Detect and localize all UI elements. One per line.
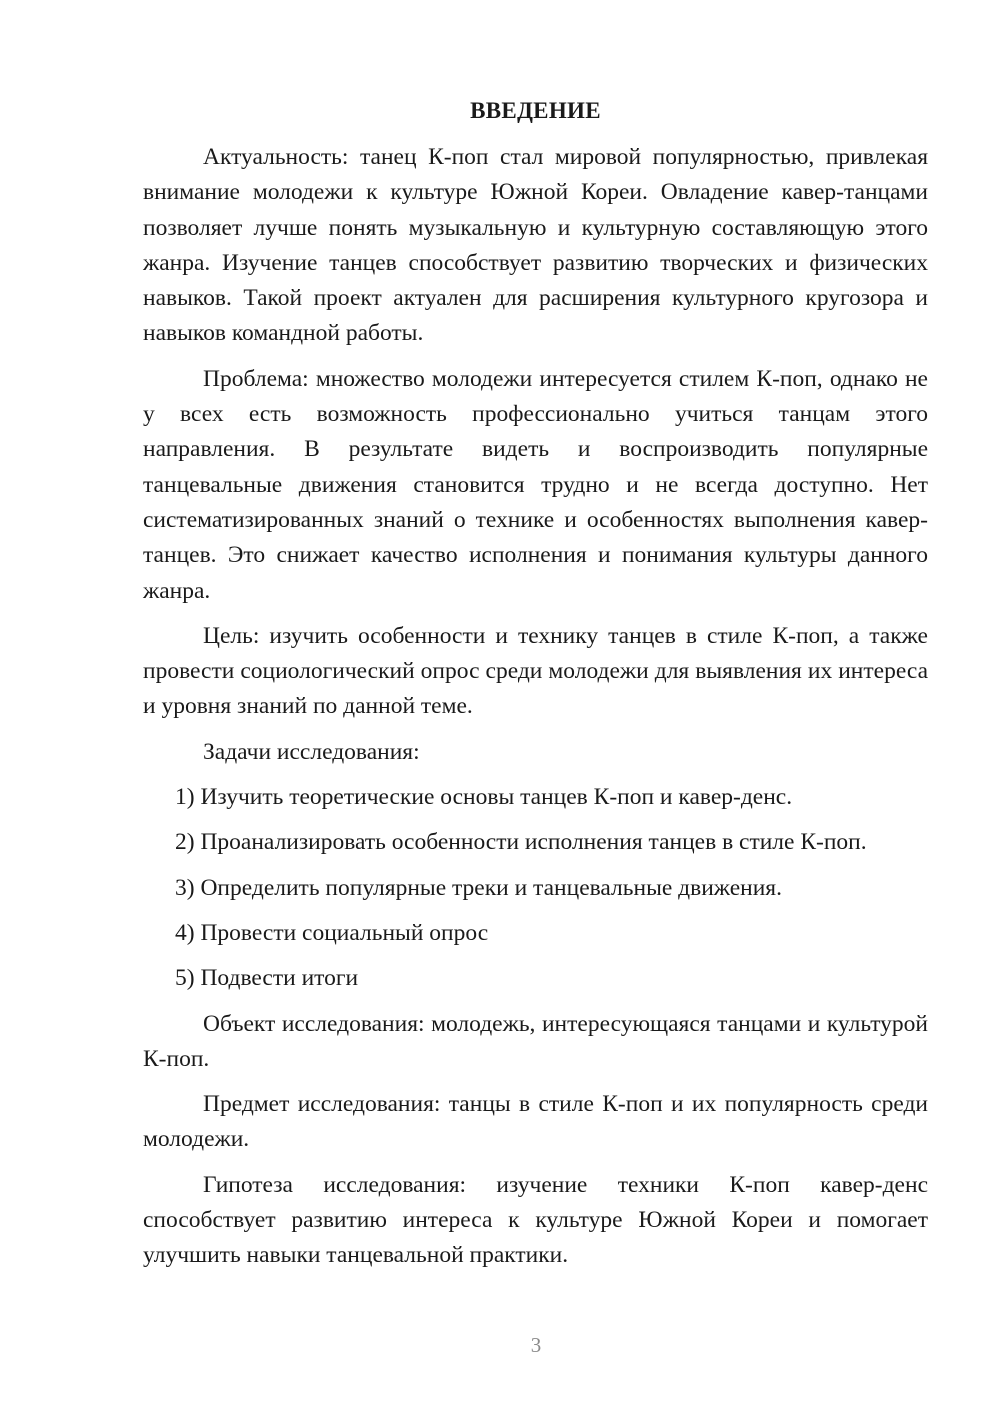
subject-paragraph: Предмет исследования: танцы в стиле К-поп и их популярность среди молодежи.: [143, 1091, 928, 1153]
task-item: 2) Проанализировать особенности исполнения танцев в стиле К-поп.: [175, 829, 867, 856]
task-list: [143, 780, 928, 996]
task-item: 4) Провести социальный опрос: [175, 919, 489, 946]
relevance-paragraph: Актуальность: танец К-поп стал мировой популярностью, привлекая внимание молодежи к культуре Южной Кореи. Овладение кавер-танцами позволяет лучше понять музыкальную и культурную составляющую этого жанра. Изучение танцев способствует развитию творческих и физических навыков. Такой проект актуален для расширения культурного кругозора и навыков командной работы.: [143, 144, 928, 347]
problem-paragraph: Проблема: множество молодежи интересуется стилем К-поп, однако не у всех есть возможность профессионально учиться танцам этого направления. В результате видеть и воспроизводить популярные танцевальные движения становится трудно и не всегда доступно. Нет систематизированных знаний о технике и особенностях выполнения кавер-танцев. Это снижает качество исполнения и понимания культуры данного жанра.: [143, 365, 928, 604]
hypothesis-paragraph: Гипотеза исследования: изучение техники К-поп кавер-денс способствует развитию интереса к культуре Южной Кореи и помогает улучшить навыки танцевальной практики.: [143, 1171, 928, 1269]
task-item: 1) Изучить теоретические основы танцев К-поп и кавер-денс.: [175, 784, 793, 811]
page-content: [143, 96, 928, 1284]
object-paragraph: Объект исследования: молодежь, интересующаяся танцами и культурой К-поп.: [143, 1010, 928, 1072]
page-number: 3: [530, 1333, 542, 1357]
section-title: ВВЕДЕНИЕ: [470, 98, 601, 123]
goal-paragraph: Цель: изучить особенности и технику танцев в стиле К-поп, а также провести социологический опрос среди молодежи для выявления их интереса и уровня знаний по данной теме.: [143, 622, 928, 720]
task-item: 5) Подвести итоги: [175, 965, 359, 992]
tasks-label: Задачи исследования:: [203, 738, 420, 765]
task-item: 3) Определить популярные треки и танцевальные движения.: [175, 874, 782, 901]
